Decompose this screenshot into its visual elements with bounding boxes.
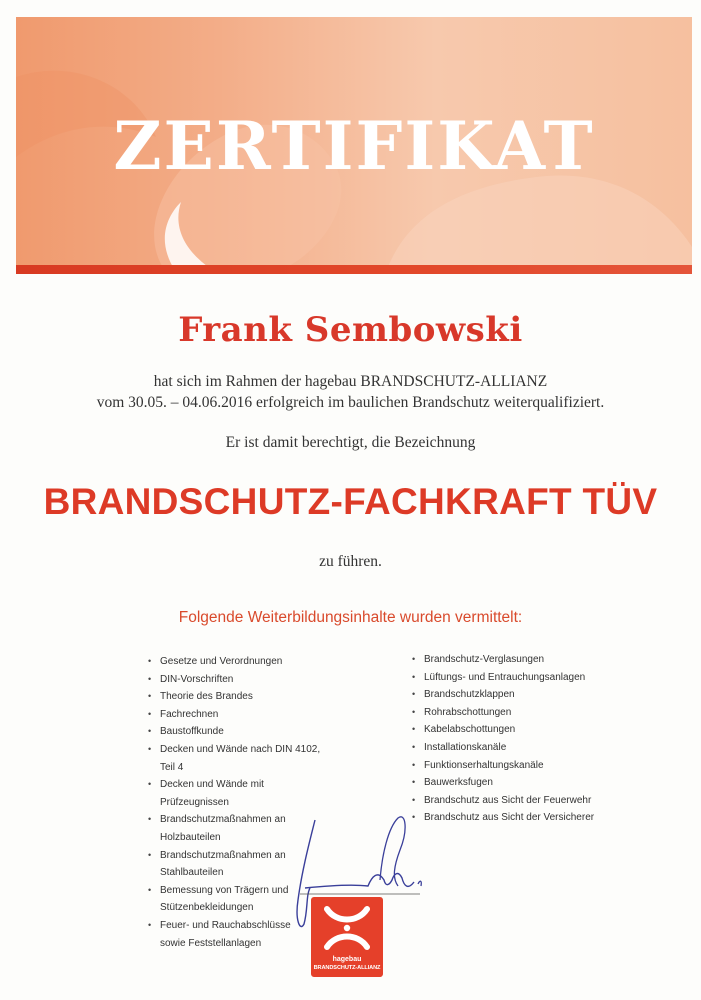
header-banner — [16, 17, 692, 272]
list-item: • Baustoffkunde — [148, 723, 328, 741]
recipient-name: Frank Sembowski — [178, 310, 523, 350]
list-item: • Fachrechnen — [148, 706, 328, 724]
list-item: • Brandschutzmaßnahmen an Stahlbauteilen — [148, 847, 328, 882]
list-item-continuation: Stützenbekleidungen — [160, 902, 254, 914]
statement-line-2: vom 30.05. – 04.06.2016 erfolgreich im baulichen Brandschutz weiterqualifiziert. — [96, 394, 605, 411]
list-item-text: Feuer- und Rauchabschlüsse — [160, 919, 291, 931]
logo-brand: hagebau — [332, 956, 362, 963]
closing-line: zu führen. — [319, 553, 382, 570]
banner-stripe — [16, 265, 692, 274]
statement-line-1: hat sich im Rahmen der hagebau BRANDSCHUTZ-ALLIANZ — [153, 373, 548, 390]
list-item: • Brandschutzmaßnahmen an Holzbauteilen — [148, 811, 328, 846]
logo-mark-icon — [324, 903, 370, 953]
list-item: • Decken und Wände nach DIN 4102, Teil 4 — [148, 741, 328, 776]
certificate-title: ZERTIFIKAT — [113, 107, 595, 185]
logo-subtitle: BRANDSCHUTZ-ALLIANZ — [313, 965, 381, 971]
list-item: • Funktionserhaltungskanäle — [412, 757, 622, 775]
list-item: • Brandschutz-Verglasungen — [412, 651, 622, 669]
list-item-continuation: sowie Feststellanlagen — [160, 937, 262, 949]
list-item: • Installationskanäle — [412, 739, 622, 757]
list-item: • DIN-Vorschriften — [148, 671, 328, 689]
list-item: • Kabelabschottungen — [412, 721, 622, 739]
logo-box — [311, 897, 383, 977]
list-item: • Lüftungs- und Entrauchungsanlagen — [412, 669, 622, 687]
list-item: • Rohrabschottungen — [412, 704, 622, 722]
list-item: • Gesetze und Verordnungen — [148, 653, 328, 671]
list-item: • Brandschutzklappen — [412, 686, 622, 704]
authorization-line: Er ist damit berechtigt, die Bezeichnung — [225, 434, 476, 451]
list-item: • Brandschutz aus Sicht der Versicherer — [412, 809, 622, 827]
list-item: • Brandschutz aus Sicht der Feuerwehr — [412, 792, 622, 810]
designation-title: BRANDSCHUTZ-FACHKRAFT TÜV — [43, 481, 658, 522]
hagebau-logo — [311, 897, 383, 977]
list-item: • Decken und Wände mit Prüfzeugnissen — [148, 776, 328, 811]
topics-heading: Folgende Weiterbildungsinhalte wurden vermittelt: — [178, 609, 523, 626]
list-item: • Bauwerksfugen — [412, 774, 622, 792]
list-item: • Theorie des Brandes — [148, 688, 328, 706]
list-item-text: Bemessung von Trägern und — [160, 884, 289, 896]
topics-list-right — [412, 651, 622, 827]
